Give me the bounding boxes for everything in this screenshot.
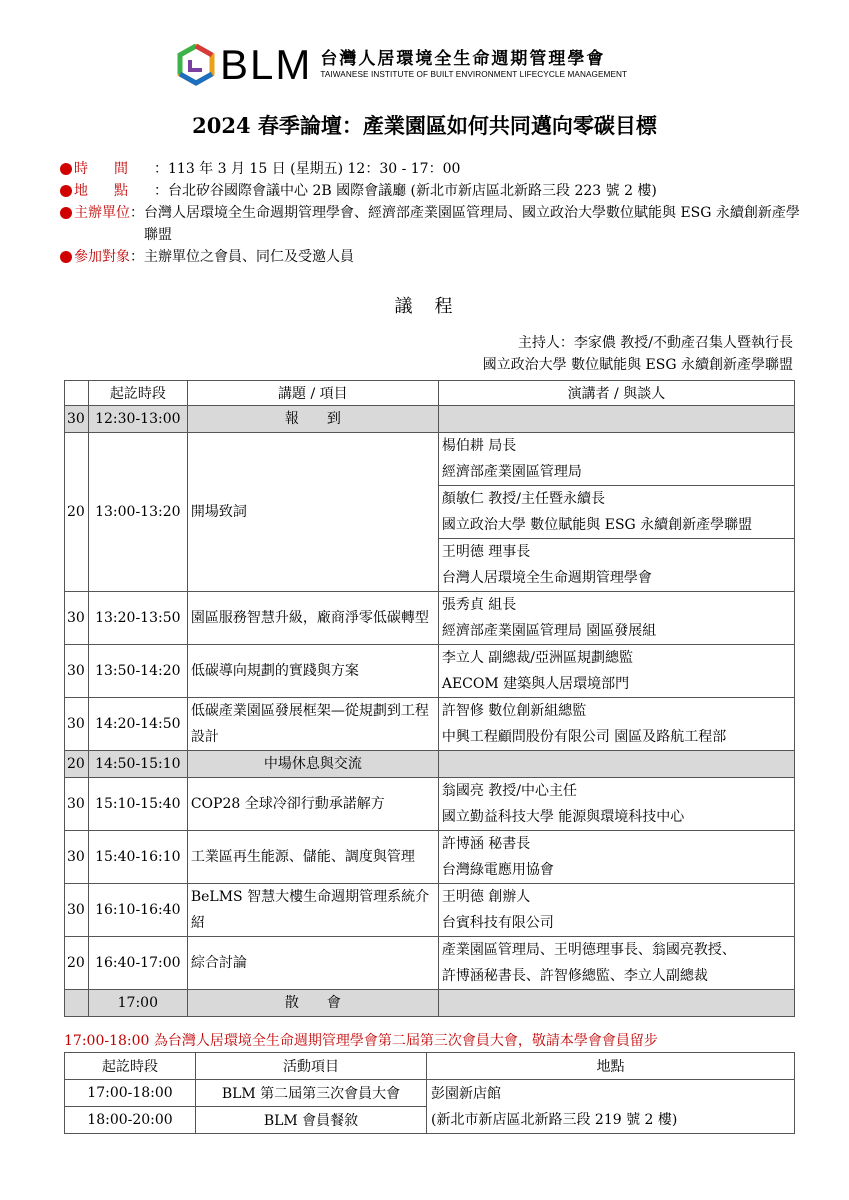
agenda-row [65,884,795,937]
duration-minutes: 20 [65,937,89,990]
speaker-org: 經濟部產業園區管理局 [441,464,582,480]
time-slot: 12:30-13:00 [88,406,187,433]
host-affiliation: 國立政治大學 數位賦能與 ESG 永續創新產學聯盟 [482,357,793,373]
topic: 園區服務智慧升級，廠商淨零低碳轉型 [187,592,438,645]
host-info [483,332,793,376]
speaker-block [439,937,794,989]
place-address: (新北市新店區北新路三段 219 號 2 樓) [431,1111,678,1128]
speaker-name: 楊伯耕 局長 [441,438,517,454]
speakers [438,751,794,778]
speaker-name: 王明德 理事長 [441,544,531,560]
meeting-item: BLM 第二屆第三次會員大會 [196,1080,427,1107]
member-meeting-notice: 17:00-18:00 為台灣人居環境全生命週期管理學會第二屆第三次會員大會，敬請本學會會員留步 [64,1033,658,1049]
topic: 中場休息與交流 [187,751,438,778]
duration-minutes: 30 [65,406,89,433]
speaker-org: 台灣綠電應用協會 [441,862,554,878]
speakers [438,433,794,592]
agenda-row [65,990,795,1017]
duration-minutes: 30 [65,831,89,884]
speakers [438,990,794,1017]
agenda-row [65,406,795,433]
meeting-table [64,1052,795,1134]
time-slot: 17:00 [88,990,187,1017]
speakers [438,592,794,645]
speaker-org: 中興工程顧問股份有限公司 園區及路航工程部 [441,729,727,745]
blm-logo [176,41,628,88]
speakers [438,831,794,884]
speakers [438,884,794,937]
meeting-header-item: 活動項目 [196,1053,427,1080]
info-label: 地點 [74,183,154,199]
duration-minutes: 30 [65,645,89,698]
agenda-row [65,592,795,645]
info-value: 113 年 3 月 15 日 (星期五) 12：30 - 17：00 [168,161,461,177]
speakers [438,645,794,698]
info-label: 主辦單位 [74,205,130,221]
agenda-row [65,937,795,990]
info-value: 主辦單位之會員、同仁及受邀人員 [144,249,354,265]
speaker-org: 台賓科技有限公司 [441,915,554,931]
meeting-header-place: 地點 [427,1053,795,1080]
table-row [65,1080,795,1107]
time-slot: 15:40-16:10 [88,831,187,884]
speakers [438,778,794,831]
speaker-block [439,592,794,644]
meeting-time: 17:00-18:00 [65,1080,196,1107]
agenda-table [64,380,795,1017]
speaker-block [439,538,794,591]
agenda-row [65,698,795,751]
topic: 低碳導向規劃的實踐與方案 [187,645,438,698]
speaker-name: 許博涵 秘書長 [441,836,531,852]
page-title: 2024 春季論壇：產業園區如何共同邁向零碳目標 [192,113,657,138]
meeting-header-row [65,1053,795,1080]
header-time: 起訖時段 [88,381,187,406]
topic: 工業區再生能源、儲能、調度與管理 [187,831,438,884]
time-slot: 13:50-14:20 [88,645,187,698]
info-row-time: 時間 ： 113 年 3 月 15 日 (星期五) 12：30 - 17：00 [60,158,800,180]
org-name-en: TAIWANESE INSTITUTE OF BUILT ENVIRONMENT LIFECYCLE MANAGEMENT [320,70,628,79]
speaker-org: 許博涵秘書長、許智修總監、李立人副總裁 [441,968,708,984]
info-label: 時間 [74,161,154,177]
time-slot: 13:20-13:50 [88,592,187,645]
speaker-name: 王明德 創辦人 [441,889,531,905]
logo-wordmark: BLM [220,41,313,88]
agenda-row [65,831,795,884]
topic: 散 會 [187,990,438,1017]
time-slot: 14:50-15:10 [88,751,187,778]
info-row-audience: 參加對象 ： 主辦單位之會員、同仁及受邀人員 [60,246,800,268]
agenda-row [65,645,795,698]
info-value: 台北矽谷國際會議中心 2B 國際會議廳 (新北市新店區北新路三段 223 號 2 樓) [168,183,657,199]
topic: 報 到 [187,406,438,433]
meeting-time: 18:00-20:00 [65,1107,196,1134]
agenda-row [65,433,795,592]
agenda-body [65,406,795,1017]
place-name: 彭園新店館 [431,1085,501,1102]
speaker-block [439,698,794,750]
org-name-zh: 台灣人居環境全生命週期管理學會 [320,49,606,69]
duration-minutes [65,990,89,1017]
agenda-row [65,778,795,831]
speaker-org: 經濟部產業園區管理局 園區發展組 [441,623,657,639]
speaker-name: 許智修 數位創新組總監 [441,703,587,719]
info-label: 參加對象 [74,249,130,265]
duration-minutes: 30 [65,884,89,937]
agenda-row [65,751,795,778]
time-slot: 13:00-13:20 [88,433,187,592]
topic: 開場致詞 [187,433,438,592]
duration-minutes: 20 [65,751,89,778]
speakers [438,698,794,751]
speaker-block [439,831,794,883]
speaker-name: 張秀貞 組長 [441,597,517,613]
bullet-dot-icon [60,251,72,263]
speakers [438,937,794,990]
duration-minutes: 30 [65,698,89,751]
speaker-name: 翁國亮 教授/中心主任 [441,783,577,799]
speaker-org: 台灣人居環境全生命週期管理學會 [441,570,652,586]
info-value: 台灣人居環境全生命週期管理學會、經濟部產業園區管理局、國立政治大學數位賦能與 ESG 永續創新產學聯盟 [144,205,800,243]
info-row-place: 地點 ： 台北矽谷國際會議中心 2B 國際會議廳 (新北市新店區北新路三段 223 號 2 樓) [60,180,800,202]
event-info [60,158,800,268]
time-slot: 16:10-16:40 [88,884,187,937]
host-line: 主持人：李家儂 教授/不動產召集人暨執行長 [517,335,793,351]
duration-minutes: 30 [65,778,89,831]
meeting-header-time: 起訖時段 [65,1053,196,1080]
topic: COP28 全球冷卻行動承諾解方 [187,778,438,831]
topic: BeLMS 智慧大樓生命週期管理系統介紹 [187,884,438,937]
duration-minutes: 20 [65,433,89,592]
speaker-name: 李立人 副總裁/亞洲區規劃總監 [441,650,633,666]
hexagon-logo-icon [176,44,216,86]
speaker-name: 顏敏仁 教授/主任暨永續長 [441,491,605,507]
meeting-item: BLM 會員餐敘 [196,1107,427,1134]
bullet-dot-icon [60,163,72,175]
speaker-block [439,778,794,830]
time-slot: 16:40-17:00 [88,937,187,990]
topic: 綜合討論 [187,937,438,990]
meeting-place [427,1080,795,1134]
speakers [438,406,794,433]
info-row-organizer: 主辦單位 ： 台灣人居環境全生命週期管理學會、經濟部產業園區管理局、國立政治大學數位賦能與 ESG 永續創新產學聯盟 [60,202,800,246]
speaker-block [439,645,794,697]
header-speaker: 演講者 / 與談人 [438,381,794,406]
speaker-block [439,884,794,936]
speaker-org: 國立政治大學 數位賦能與 ESG 永續創新產學聯盟 [441,517,753,533]
agenda-heading: 議程 [394,296,475,317]
agenda-header-row [65,381,795,406]
header-minutes [65,381,89,406]
speaker-block [439,485,794,538]
time-slot: 15:10-15:40 [88,778,187,831]
speaker-org: AECOM 建築與人居環境部門 [441,676,630,692]
speaker-name: 產業園區管理局、王明德理事長、翁國亮教授、 [441,942,736,958]
speaker-block [439,433,794,485]
header-topic: 講題 / 項目 [187,381,438,406]
speaker-org: 國立勤益科技大學 能源與環境科技中心 [441,809,685,825]
time-slot: 14:20-14:50 [88,698,187,751]
duration-minutes: 30 [65,592,89,645]
bullet-dot-icon [60,185,72,197]
topic: 低碳產業園區發展框架—從規劃到工程設計 [187,698,438,751]
bullet-dot-icon [60,207,72,219]
